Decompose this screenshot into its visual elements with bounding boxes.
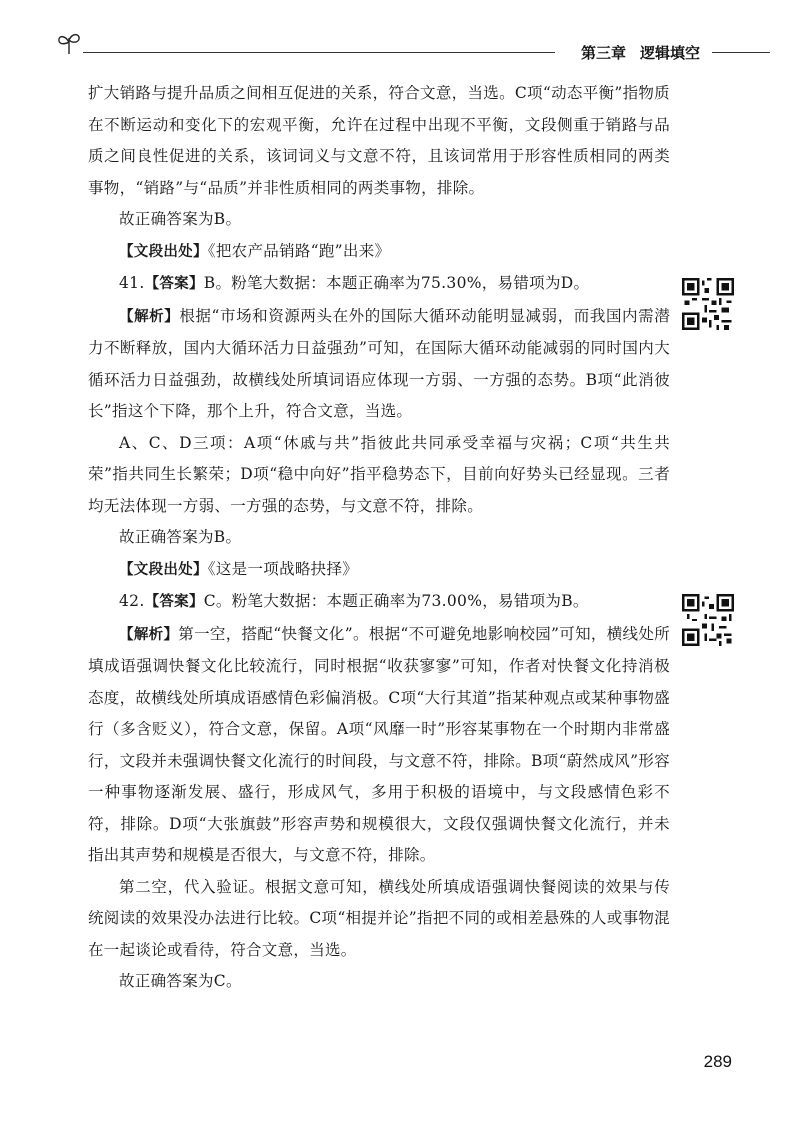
source-text: 《把农产品销路“跑”出来》 <box>207 241 391 260</box>
answer-tag: 【答案】 <box>144 594 204 610</box>
source-text: 《这是一项战略抉择》 <box>207 559 359 578</box>
qr-code-icon[interactable] <box>682 594 734 646</box>
analysis-text: 第一空，搭配“快餐文化”。根据“不可避免地影响校园”可知，横线处所填成语强调快餐文化比较流行，同时根据“收获寥寥”可知，作者对快餐文化持消极态度，故横线处所填成语感情色彩偏消极。C项“大行其道”指某种观点或某种事物盛行（多含贬义），符合文意，保留。A项“风靡一时”形容某事物在一个时期内非常盛行，文段并未强调快餐文化流行的时间段，与文意不符，排除。B项“蔚然成风”形容一种事物逐渐发展、盛行，形成风气，多用于积极的语境中，与文段感情色彩不符，排除。D项“大张旗鼓”形容声势和规模很大，文段仅强调快餐文化流行，并未指出其声势和规模是否很大，与文意不符，排除。 <box>88 624 670 864</box>
answer-line: 故正确答案为B。 <box>119 210 242 228</box>
answer-heading <box>88 586 670 619</box>
page-body <box>88 78 670 998</box>
header-rule <box>83 52 555 53</box>
source-line <box>88 554 670 587</box>
answer-heading <box>88 268 670 301</box>
analysis-paragraph <box>88 619 670 872</box>
answer-line: 故正确答案为B。 <box>119 528 242 546</box>
source-line <box>88 236 670 269</box>
question-number: 41. <box>119 274 145 292</box>
analysis-tag: 【解析】 <box>119 626 179 643</box>
answer-tag: 【答案】 <box>144 276 204 292</box>
page-header <box>55 30 770 60</box>
header-rule-right <box>712 52 770 53</box>
paragraph: A、C、D三项：A项“休戚与共”指彼此共同承受幸福与灾祸；C项“共生共荣”指共同生长繁荣；D项“稳中向好”指平稳势态下，目前向好势头已经显现。三者均无法体现一方弱、一方强的态势，与文意不符，排除。 <box>88 433 670 515</box>
question-number: 42. <box>119 592 145 610</box>
analysis-text: 根据“市场和资源两头在外的国际大循环动能明显减弱，而我国内需潜力不断释放，国内大循环活力日益强劲”可知，在国际大循环动能减弱的同时国内大循环活力日益强劲，故横线处所填词语应体现一方弱、一方强的态势。B项“此消彼长”指这个下降，那个上升，符合文意，当选。 <box>88 306 670 420</box>
page-number: 289 <box>703 1052 732 1071</box>
source-tag: 【文段出处】 <box>119 243 208 260</box>
answer-text: C。粉笔大数据：本题正确率为73.00%，易错项为B。 <box>203 592 589 610</box>
chapter-title: 逻辑填空 <box>639 44 700 62</box>
paragraph: 第二空，代入验证。根据文意可知，横线处所填成语强调快餐阅读的效果与传统阅读的效果没办法进行比较。C项“相提并论”指把不同的或相差悬殊的人或事物混在一起谈论或看待，符合文意，当选。 <box>88 877 670 959</box>
chapter-number: 第三章 <box>580 44 626 62</box>
answer-line: 故正确答案为C。 <box>119 972 242 990</box>
answer-text: B。粉笔大数据：本题正确率为75.30%，易错项为D。 <box>203 274 590 292</box>
qr-code-icon[interactable] <box>682 278 734 330</box>
sprout-ornament-icon <box>55 30 83 56</box>
chapter-heading <box>581 42 700 63</box>
paragraph: 扩大销路与提升品质之间相互促进的关系，符合文意，当选。C项“动态平衡”指物质在不断运动和变化下的宏观平衡，允许在过程中出现不平衡，文段侧重于销路与品质之间良性促进的关系，该词词义与文意不符，且该词常用于形容性质相同的两类事物，“销路”与“品质”并非性质相同的两类事物，排除。 <box>88 84 670 197</box>
analysis-paragraph <box>88 301 670 428</box>
analysis-tag: 【解析】 <box>119 308 180 325</box>
source-tag: 【文段出处】 <box>119 561 208 578</box>
